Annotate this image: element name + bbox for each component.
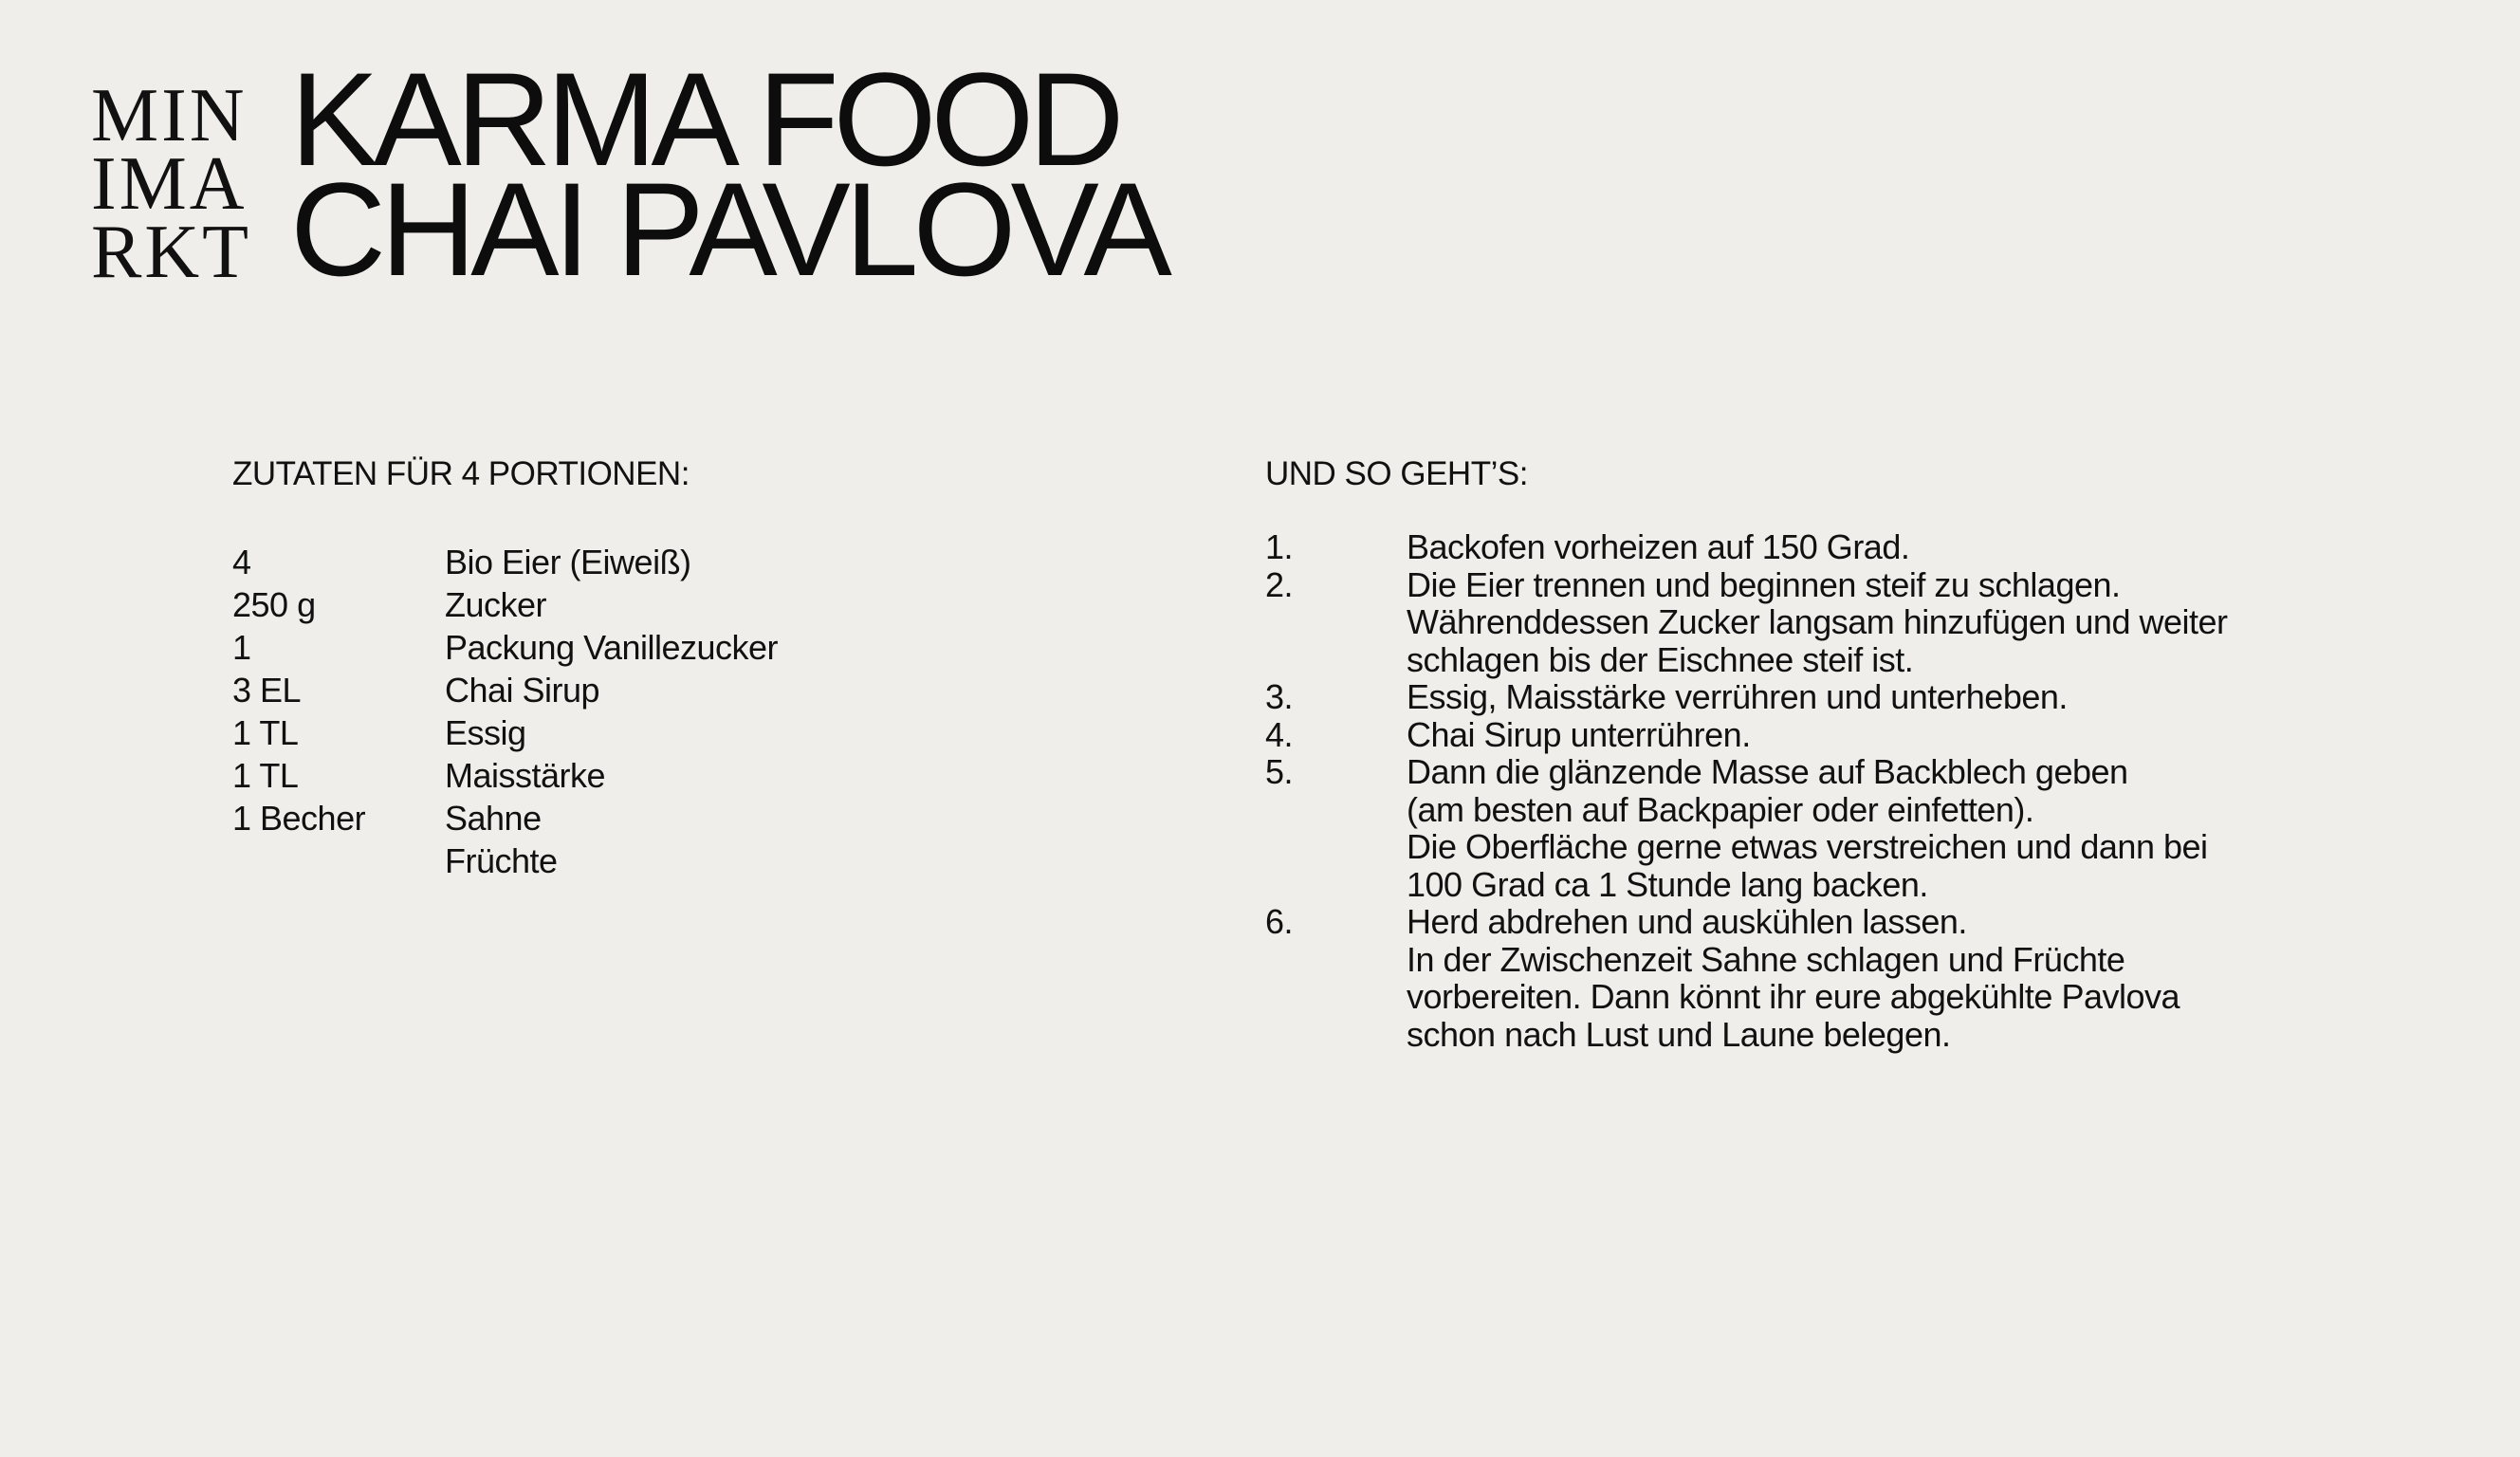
title-line-1: KARMA FOOD: [290, 45, 1119, 194]
logo-line: RKT: [91, 211, 251, 294]
ingredient-name: Zucker: [445, 585, 547, 624]
ingredient-name: Chai Sirup: [445, 671, 600, 710]
step-line: In der Zwischenzeit Sahne schlagen und Früchte: [1407, 939, 2125, 979]
step-line: Währenddessen Zucker langsam hinzufügen und weiter: [1407, 602, 2228, 641]
list-item: [232, 711, 778, 754]
step-line: schon nach Lust und Laune belegen.: [1407, 1014, 1951, 1054]
ingredient-name: Essig: [445, 713, 526, 752]
list-item: [232, 583, 778, 626]
step-number: 6.: [1265, 902, 1294, 941]
ingredient-quantity: 250 g: [232, 585, 316, 624]
ingredient-quantity: 4: [232, 543, 251, 581]
list-item: [232, 754, 778, 797]
step-item: [1265, 903, 2228, 1053]
step-item: [1265, 678, 2228, 716]
logo-line: IMA: [91, 142, 248, 226]
ingredient-quantity: [232, 839, 445, 882]
minimarkt-logo: [91, 74, 251, 294]
step-line: Die Oberfläche gerne etwas verstreichen und dann bei: [1407, 827, 2208, 866]
step-number: 1.: [1265, 527, 1294, 566]
step-line: Backofen vorheizen auf 150 Grad.: [1407, 527, 1910, 566]
list-item: [232, 797, 778, 839]
ingredient-name: Packung Vanillezucker: [445, 628, 779, 667]
step-text: [1407, 753, 2208, 903]
step-line: vorbereiten. Dann könnt ihr eure abgekühlte Pavlova: [1407, 977, 2180, 1016]
step-line: schlagen bis der Eischnee steif ist.: [1407, 639, 1914, 679]
step-number: 5.: [1265, 752, 1294, 791]
title-line-2: CHAI PAVLOVA: [290, 155, 1167, 304]
step-text: [1407, 903, 2180, 1053]
list-item: [232, 541, 778, 583]
step-text: [1407, 528, 1909, 566]
ingredient-quantity: 3 EL: [232, 671, 302, 710]
step-item: [1265, 566, 2228, 679]
page-title: [290, 45, 1167, 304]
ingredient-name: Sahne: [445, 799, 542, 838]
step-text: [1407, 566, 2228, 679]
step-line: Herd abdrehen und auskühlen lassen.: [1407, 902, 1967, 941]
step-text: [1407, 678, 2068, 716]
ingredient-quantity: 1 TL: [232, 713, 299, 752]
ingredient-quantity: 1 TL: [232, 756, 299, 795]
step-text: [1407, 716, 1751, 754]
steps-list: [1265, 528, 2228, 1053]
ingredient-quantity: 1: [232, 628, 251, 667]
ingredient-name: Maisstärke: [445, 756, 606, 795]
ingredients-list: [232, 541, 778, 882]
step-number: 3.: [1265, 677, 1294, 716]
list-item: [232, 626, 778, 669]
logo-line: MIN: [91, 74, 248, 157]
ingredient-name: Früchte: [445, 841, 558, 880]
list-item: [232, 839, 778, 882]
ingredients-heading: ZUTATEN FÜR 4 PORTIONEN:: [232, 455, 690, 492]
step-line: (am besten auf Backpapier oder einfetten).: [1407, 789, 2034, 829]
steps-heading: UND SO GEHT’S:: [1265, 455, 1528, 492]
step-line: Essig, Maisstärke verrühren und unterheben.: [1407, 677, 2068, 716]
step-number: 4.: [1265, 714, 1294, 754]
step-item: [1265, 716, 2228, 754]
step-number: 2.: [1265, 564, 1294, 604]
step-line: 100 Grad ca 1 Stunde lang backen.: [1407, 864, 1928, 904]
ingredient-name: Bio Eier (Eiweiß): [445, 543, 691, 581]
ingredient-quantity: 1 Becher: [232, 799, 366, 838]
step-item: [1265, 753, 2228, 903]
step-line: Dann die glänzende Masse auf Backblech geben: [1407, 752, 2128, 791]
step-line: Die Eier trennen und beginnen steif zu schlagen.: [1407, 564, 2121, 604]
list-item: [232, 669, 778, 711]
step-line: Chai Sirup unterrühren.: [1407, 714, 1751, 754]
step-item: [1265, 528, 2228, 566]
